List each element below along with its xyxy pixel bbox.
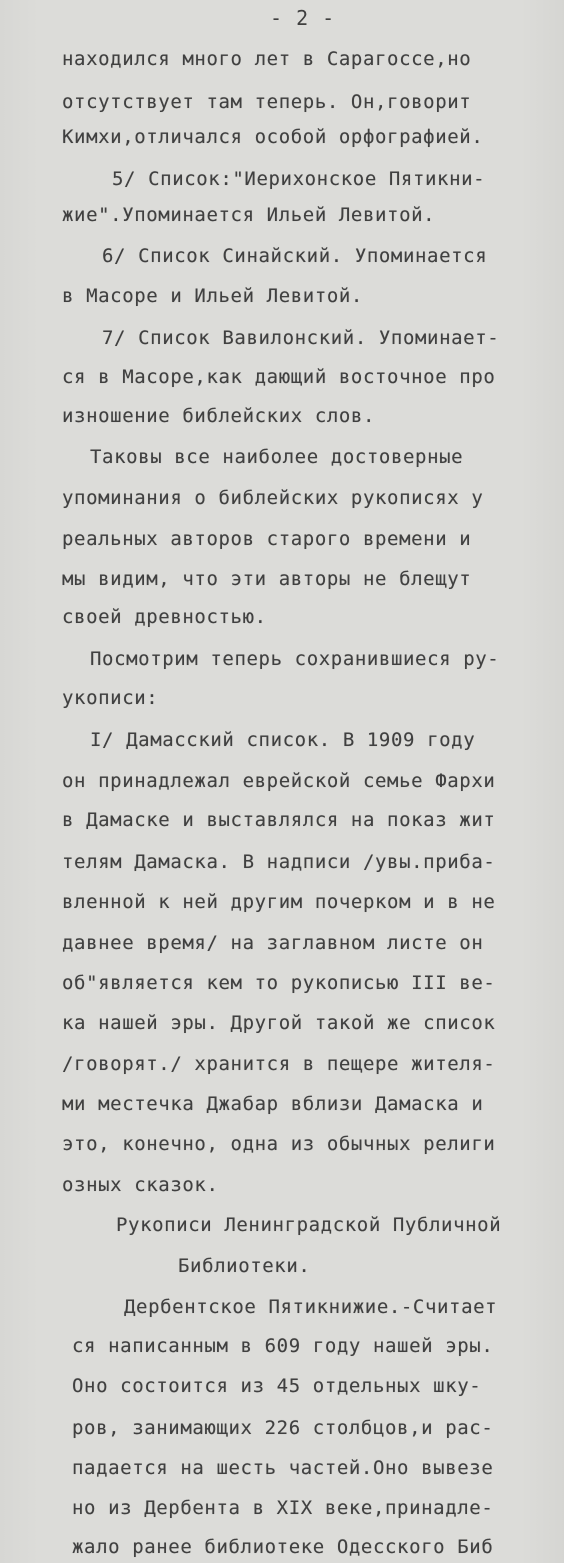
text-line: /говорят./ хранится в пещере жителя- — [62, 1053, 496, 1075]
text-line: упоминания о библейских рукописях у — [62, 487, 484, 509]
text-line: ся написанным в 609 году нашей эры. — [72, 1335, 494, 1357]
text-line: но из Дербента в XIX веке,принадле- — [72, 1497, 494, 1519]
text-line: своей древностью. — [62, 606, 267, 628]
text-line: изношение библейских слов. — [62, 405, 376, 427]
text-line: ми местечка Джабар вблизи Дамаска и — [62, 1093, 484, 1115]
text-line: реальных авторов старого времени и — [62, 528, 472, 550]
text-line: жало ранее библиотеке Одесского Биб — [72, 1536, 494, 1558]
text-line: Таковы все наиболее достоверные — [90, 446, 464, 468]
text-line: ка нашей эры. Другой такой же список — [62, 1012, 496, 1034]
text-line: озных сказок. — [62, 1174, 219, 1196]
text-line: в Масоре и Ильей Левитой. — [62, 285, 363, 307]
text-line: 5/ Список:"Иерихонское Пятикни- — [112, 168, 486, 190]
text-line: он принадлежал еврейской семье Фархи — [62, 770, 496, 792]
text-line: ров, занимающих 226 столбцов,и рас- — [72, 1417, 494, 1439]
text-line: падается на шесть частей.Оно вывезе — [72, 1457, 494, 1479]
text-line: укописи: — [62, 687, 159, 709]
text-line: 7/ Список Вавилонский. Упоминает- — [102, 327, 500, 349]
text-line: телям Дамаска. В надписи /увы.приба- — [62, 851, 496, 873]
text-line: мы видим, что эти авторы не блещут — [62, 568, 472, 590]
text-line: Дербентское Пятикнижие.-Считает — [124, 1296, 498, 1318]
text-line: об"является кем то рукописью III ве- — [62, 972, 496, 994]
text-line: вленной к ней другим почерком и в не — [62, 891, 496, 913]
text-line: жие".Упоминается Ильей Левитой. — [62, 204, 436, 226]
section-heading: Рукописи Ленинградской Публичной — [116, 1214, 502, 1236]
text-line: 6/ Список Синайский. Упоминается — [102, 245, 488, 267]
text-line: давнее время/ на заглавном листе он — [62, 932, 484, 954]
text-line: Кимхи,отличался особой орфографией. — [62, 126, 484, 148]
section-heading: Библиотеки. — [178, 1255, 311, 1277]
text-line: находился много лет в Сарагоссе,но — [62, 48, 472, 70]
page-number: - 2 - — [270, 6, 336, 30]
text-line: отсутствует там теперь. Он,говорит — [62, 91, 472, 113]
text-line: Посмотрим теперь сохранившиеся ру- — [90, 648, 500, 670]
text-line: I/ Дамасский список. В 1909 году — [90, 729, 476, 751]
text-line: ся в Масоре,как дающий восточное про — [62, 366, 496, 388]
text-line: это, конечно, одна из обычных религи — [62, 1133, 496, 1155]
text-line: Оно состоится из 45 отдельных шку- — [72, 1375, 482, 1397]
text-line: в Дамаске и выставлялся на показ жит — [62, 809, 496, 831]
